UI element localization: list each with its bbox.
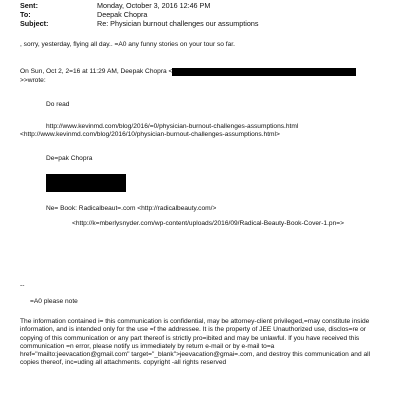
confidentiality-disclaimer: The information contained i= this communication is confidential, may be attorney-client privileged,=may constitute inside information, and is intended only for the use =f the addressee. It is the property of JEE Unauthorized use, disclos=re or copying of this communication or any part thereof is strictly pro=ibited and may be unlawful. If you have received this communication =n error, please notify us immediately by return e-mail or by e-mail to=a href="mailto:jeevacation@gmail.com" target="_blank">jeevacation@gmai=.com, and destroy this communication and all copies thereof, inc=uding all attachments. copyright -all rights reserved [20, 318, 371, 367]
redaction-email [172, 68, 356, 76]
do-read: Do read [46, 101, 70, 108]
article-link-angle[interactable]: <http://www.kevinmd.com/blog/2016/10/physician-burnout-challenges-assumptions.html> [20, 131, 280, 138]
quote-header: On Sun, Oct 2, 2=16 at 11:29 AM, Deepak Chopra < [20, 68, 173, 75]
sent-value: Monday, October 3, 2016 12:46 PM [97, 1, 211, 10]
subject-value: Re: Physician burnout challenges our assumptions [97, 19, 259, 28]
sent-row [20, 1, 380, 10]
to-row [20, 10, 380, 19]
quote-wrote: >>wrote: [20, 77, 46, 84]
subject-label: Subject: [20, 19, 49, 28]
reply-line: , sorry, yesterday, flying all day.. =A0 any funny stories on your tour so far. [20, 41, 235, 48]
sent-label: Sent: [20, 1, 38, 10]
signature: De=pak Chopra [46, 155, 93, 162]
please-note: =A0 please note [30, 298, 78, 305]
to-value: Deepak Chopra [97, 10, 148, 19]
signature-dash: -- [20, 282, 25, 289]
article-link[interactable]: http://www.kevinmd.com/blog/2016/=0/physician-burnout-challenges-assumptions.html [46, 123, 299, 130]
to-label: To: [20, 10, 31, 19]
redaction-signature-block [46, 174, 126, 192]
book-line[interactable]: Ne= Book: Radicalbeaut=.com <http://radicalbeauty.com/> [46, 205, 217, 212]
subject-row [20, 19, 380, 28]
book-image-link[interactable]: <http://k=mberlysnyder.com/wp-content/uploads/2016/09/Radical-Beauty-Book-Cover-1.pn=> [72, 220, 344, 227]
